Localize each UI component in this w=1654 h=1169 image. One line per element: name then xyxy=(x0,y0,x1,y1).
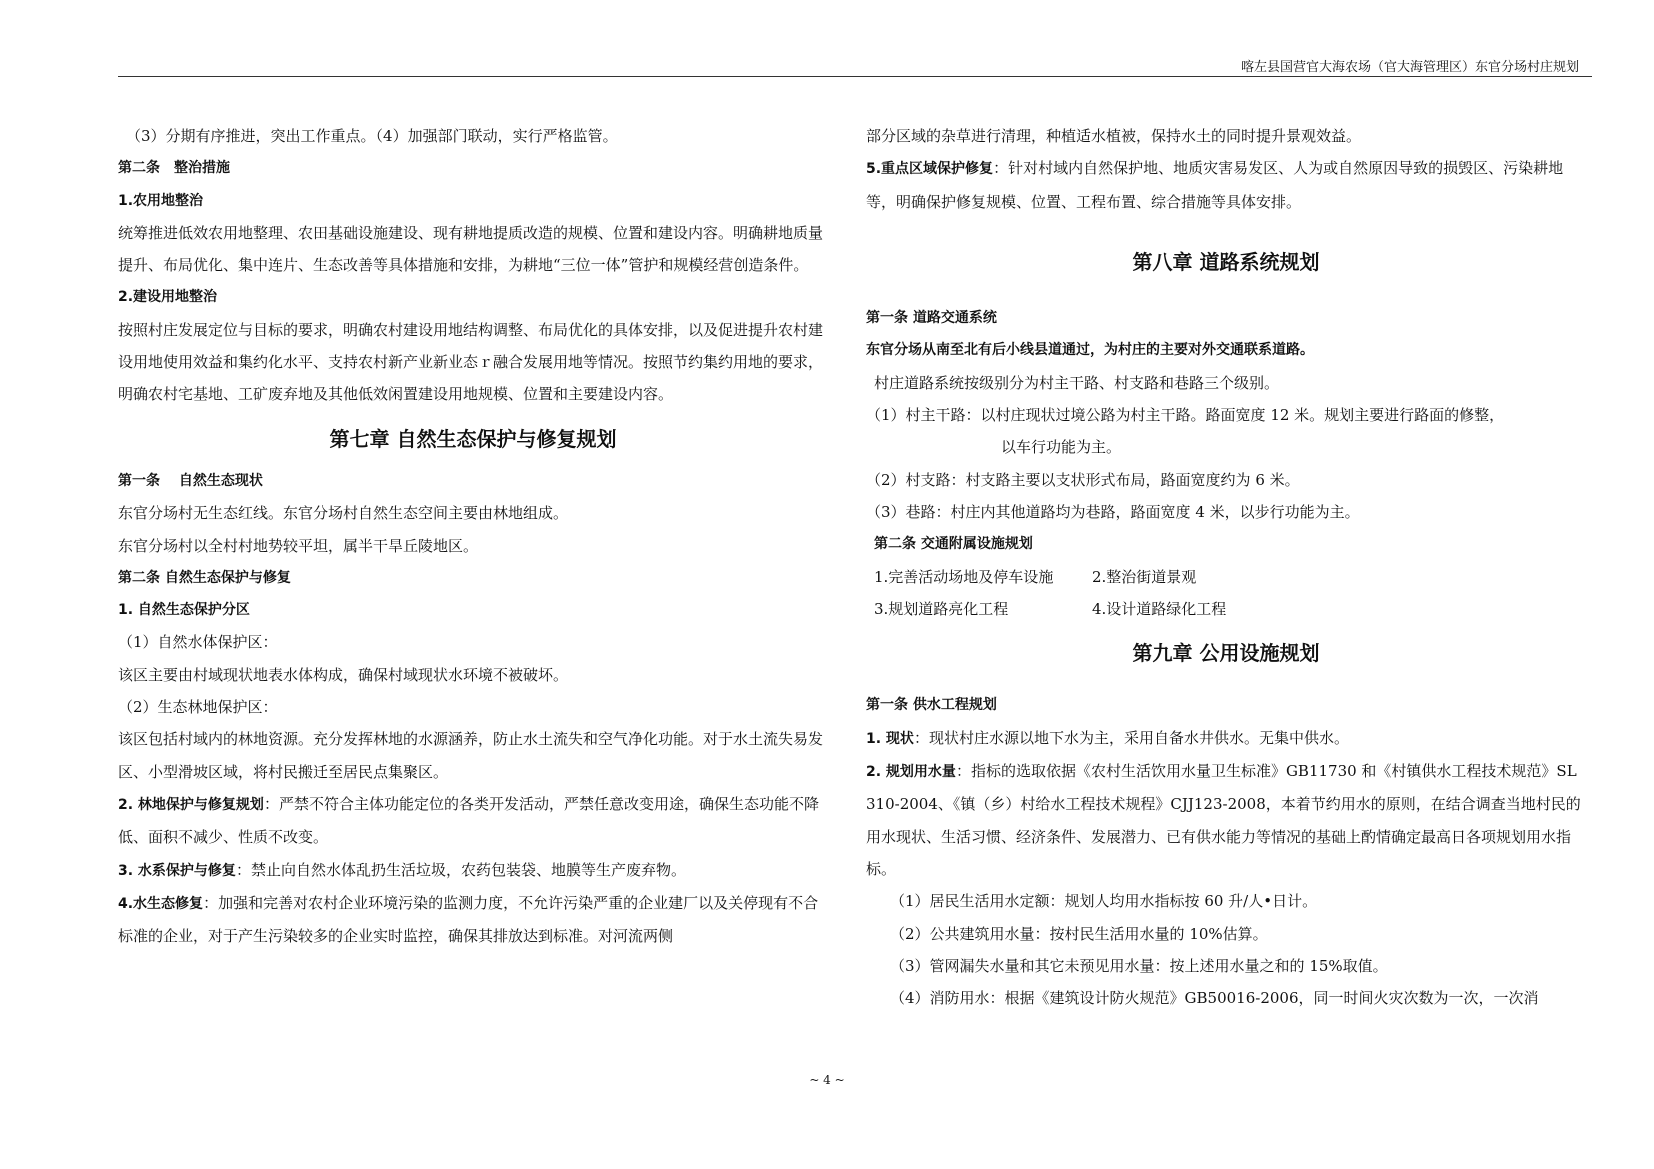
item-text: ：针对村域内自然保护地、地质灾害易发区、人为或自然原因导致的损毁区、污染耕地等，明确保护修复规模、位置、工程布置、综合措施等具体安排。 xyxy=(866,159,1564,211)
facility-item: 3.规划道路亮化工程 xyxy=(874,599,1009,618)
right-column xyxy=(866,120,1586,1014)
paragraph: 村庄道路系统按级别分为村主干路、村支路和巷路三个级别。 xyxy=(874,373,1280,392)
paragraph xyxy=(118,854,828,887)
left-column xyxy=(118,120,828,952)
article-heading: 第一条 自然生态现状 xyxy=(118,472,263,489)
item-text: ：禁止向自然水体乱扔生活垃圾，农药包装袋、地膜等生产废弃物。 xyxy=(235,860,686,879)
header-rule xyxy=(118,76,1592,77)
facility-row xyxy=(866,561,1586,593)
item-label: 2. 规划用水量 xyxy=(866,764,956,781)
chapter-title: 第九章 公用设施规划 xyxy=(1132,641,1320,666)
item-label: 4.水生态修复 xyxy=(118,895,204,912)
paragraph: 东官分场村以全村村地势较平坦，属半干旱丘陵地区。 xyxy=(118,536,479,555)
item-text: ：加强和完善对农村企业环境污染的监测力度，不允许污染严重的企业建厂以及关停现有不合标准的企业，对于产生污染较多的企业实时监控，确保其排放达到标准。对河流两侧 xyxy=(118,893,819,946)
paragraph: 统筹推进低效农用地整理、农田基础设施建设、现有耕地提质改造的规模、位置和建设内容。明确耕地质量提升、布局优化、集中连片、生态改善等具体措施和安排，为耕地“三位一体”管护和规模经营创造条件。 xyxy=(118,223,824,275)
paragraph: 按照村庄发展定位与目标的要求，明确农村建设用地结构调整、布局优化的具体安排，以及促进提升农村建设用地使用效益和集约化水平、支持农村新产业新业态ｒ融合发展用地等情况。按照节约集约用地的要求，明确农村宅基地、工矿废弃地及其他低效闲置建设用地规模、位置和主要建设内容。 xyxy=(118,320,824,404)
paragraph xyxy=(118,887,828,953)
paragraph: （3）分期有序推进，突出工作重点。（4）加强部门联动，实行严格监管。 xyxy=(126,127,618,145)
paragraph: 该区包括村域内的林地资源。充分发挥林地的水源涵养，防止水土流失和空气净化功能。对于水土流失易发区、小型滑坡区域，将村民搬迁至居民点集聚区。 xyxy=(118,730,824,781)
document-header-title: 喀左县国营官大海农场（官大海管理区）东官分场村庄规划 xyxy=(1240,60,1579,75)
page-number: ~ 4 ~ xyxy=(809,1073,845,1087)
facility-row xyxy=(866,593,1586,625)
facility-item: 1.完善活动场地及停车设施 xyxy=(874,567,1054,586)
chapter-title: 第八章 道路系统规划 xyxy=(1132,249,1320,274)
item-label: 1. 现状 xyxy=(866,730,914,747)
paragraph: （1）村主干路：以村庄现状过境公路为村主干路。路面宽度 12 米。规划主要进行路面的修整， xyxy=(866,406,1505,425)
paragraph: （3）管网漏失水量和其它未预见用水量：按上述用水量之和的 15%取值。 xyxy=(890,956,1388,975)
paragraph: 部分区域的杂草进行清理，种植适水植被，保持水土的同时提升景观效益。 xyxy=(866,127,1362,145)
item-label: 2. 林地保护与修复规划 xyxy=(118,796,264,813)
section-heading: 2.建设用地整治 xyxy=(118,289,218,306)
facility-item: 2.整治街道景观 xyxy=(1092,567,1197,586)
article-heading: 第二条 自然生态保护与修复 xyxy=(118,569,291,586)
article-heading: 第一条 供水工程规划 xyxy=(866,697,997,714)
item-text: ：现状村庄水源以地下水为主，采用自备水井供水。无集中供水。 xyxy=(913,728,1349,747)
section-heading: 1.农用地整治 xyxy=(118,192,204,209)
section-heading: 1. 自然生态保护分区 xyxy=(118,602,250,619)
article-heading: 第一条 道路交通系统 xyxy=(866,310,997,327)
paragraph: 该区主要由村域现状地表水体构成，确保村域现状水环境不被破坏。 xyxy=(118,665,569,684)
paragraph: （2）生态林地保护区： xyxy=(118,698,278,717)
paragraph: （2）村支路：村支路主要以支状形式布局，路面宽度约为 6 米。 xyxy=(866,470,1300,489)
paragraph: （1）居民生活用水定额：规划人均用水指标按 60 升/人•日计。 xyxy=(890,892,1318,911)
chapter-title: 第七章 自然生态保护与修复规划 xyxy=(329,426,617,451)
paragraph xyxy=(866,755,1586,885)
paragraph: 东官分场村无生态红线。东官分场村自然生态空间主要由林地组成。 xyxy=(118,504,569,523)
item-label: 5.重点区域保护修复 xyxy=(866,161,994,178)
paragraph: （2）公共建筑用水量：按村民生活用水量的 10%估算。 xyxy=(890,924,1268,943)
item-text: ：严禁不符合主体功能定位的各类开发活动，严禁任意改变用途，确保生态功能不降低、面积不减少、性质不改变。 xyxy=(118,794,819,847)
paragraph: （3）巷路：村庄内其他道路均为巷路，路面宽度 4 米，以步行功能为主。 xyxy=(866,502,1360,521)
paragraph: 以车行功能为主。 xyxy=(1001,438,1122,457)
paragraph: （1）自然水体保护区： xyxy=(118,633,278,652)
paragraph xyxy=(118,788,828,854)
paragraph xyxy=(866,152,1586,218)
article-heading: 第二条 整治措施 xyxy=(118,160,230,177)
article-heading: 第二条 交通附属设施规划 xyxy=(874,536,1033,553)
paragraph: （4）消防用水：根据《建筑设计防火规范》GB50016-2006，同一时间火灾次数为一次，一次消 xyxy=(890,989,1539,1008)
item-text: ：指标的选取依据《农村生活饮用水量卫生标准》GB11730 和《村镇供水工程技术规范》SL 310-2004、《镇（乡）村给水工程技术规程》CJJ123-2008，本着节约用水的原则，在结合调查当地村民的用水现状、生活习惯、经济条件、发展潜力、已有供水能力等情况的基础上酌情确定最高日各项规划用水指标。 xyxy=(866,762,1581,878)
facility-item: 4.设计道路绿化工程 xyxy=(1092,599,1227,618)
bold-paragraph: 东官分场从南至北有后小线县道通过，为村庄的主要对外交通联系道路。 xyxy=(866,342,1314,359)
item-label: 3. 水系保护与修复 xyxy=(118,862,236,879)
paragraph xyxy=(866,722,1586,755)
